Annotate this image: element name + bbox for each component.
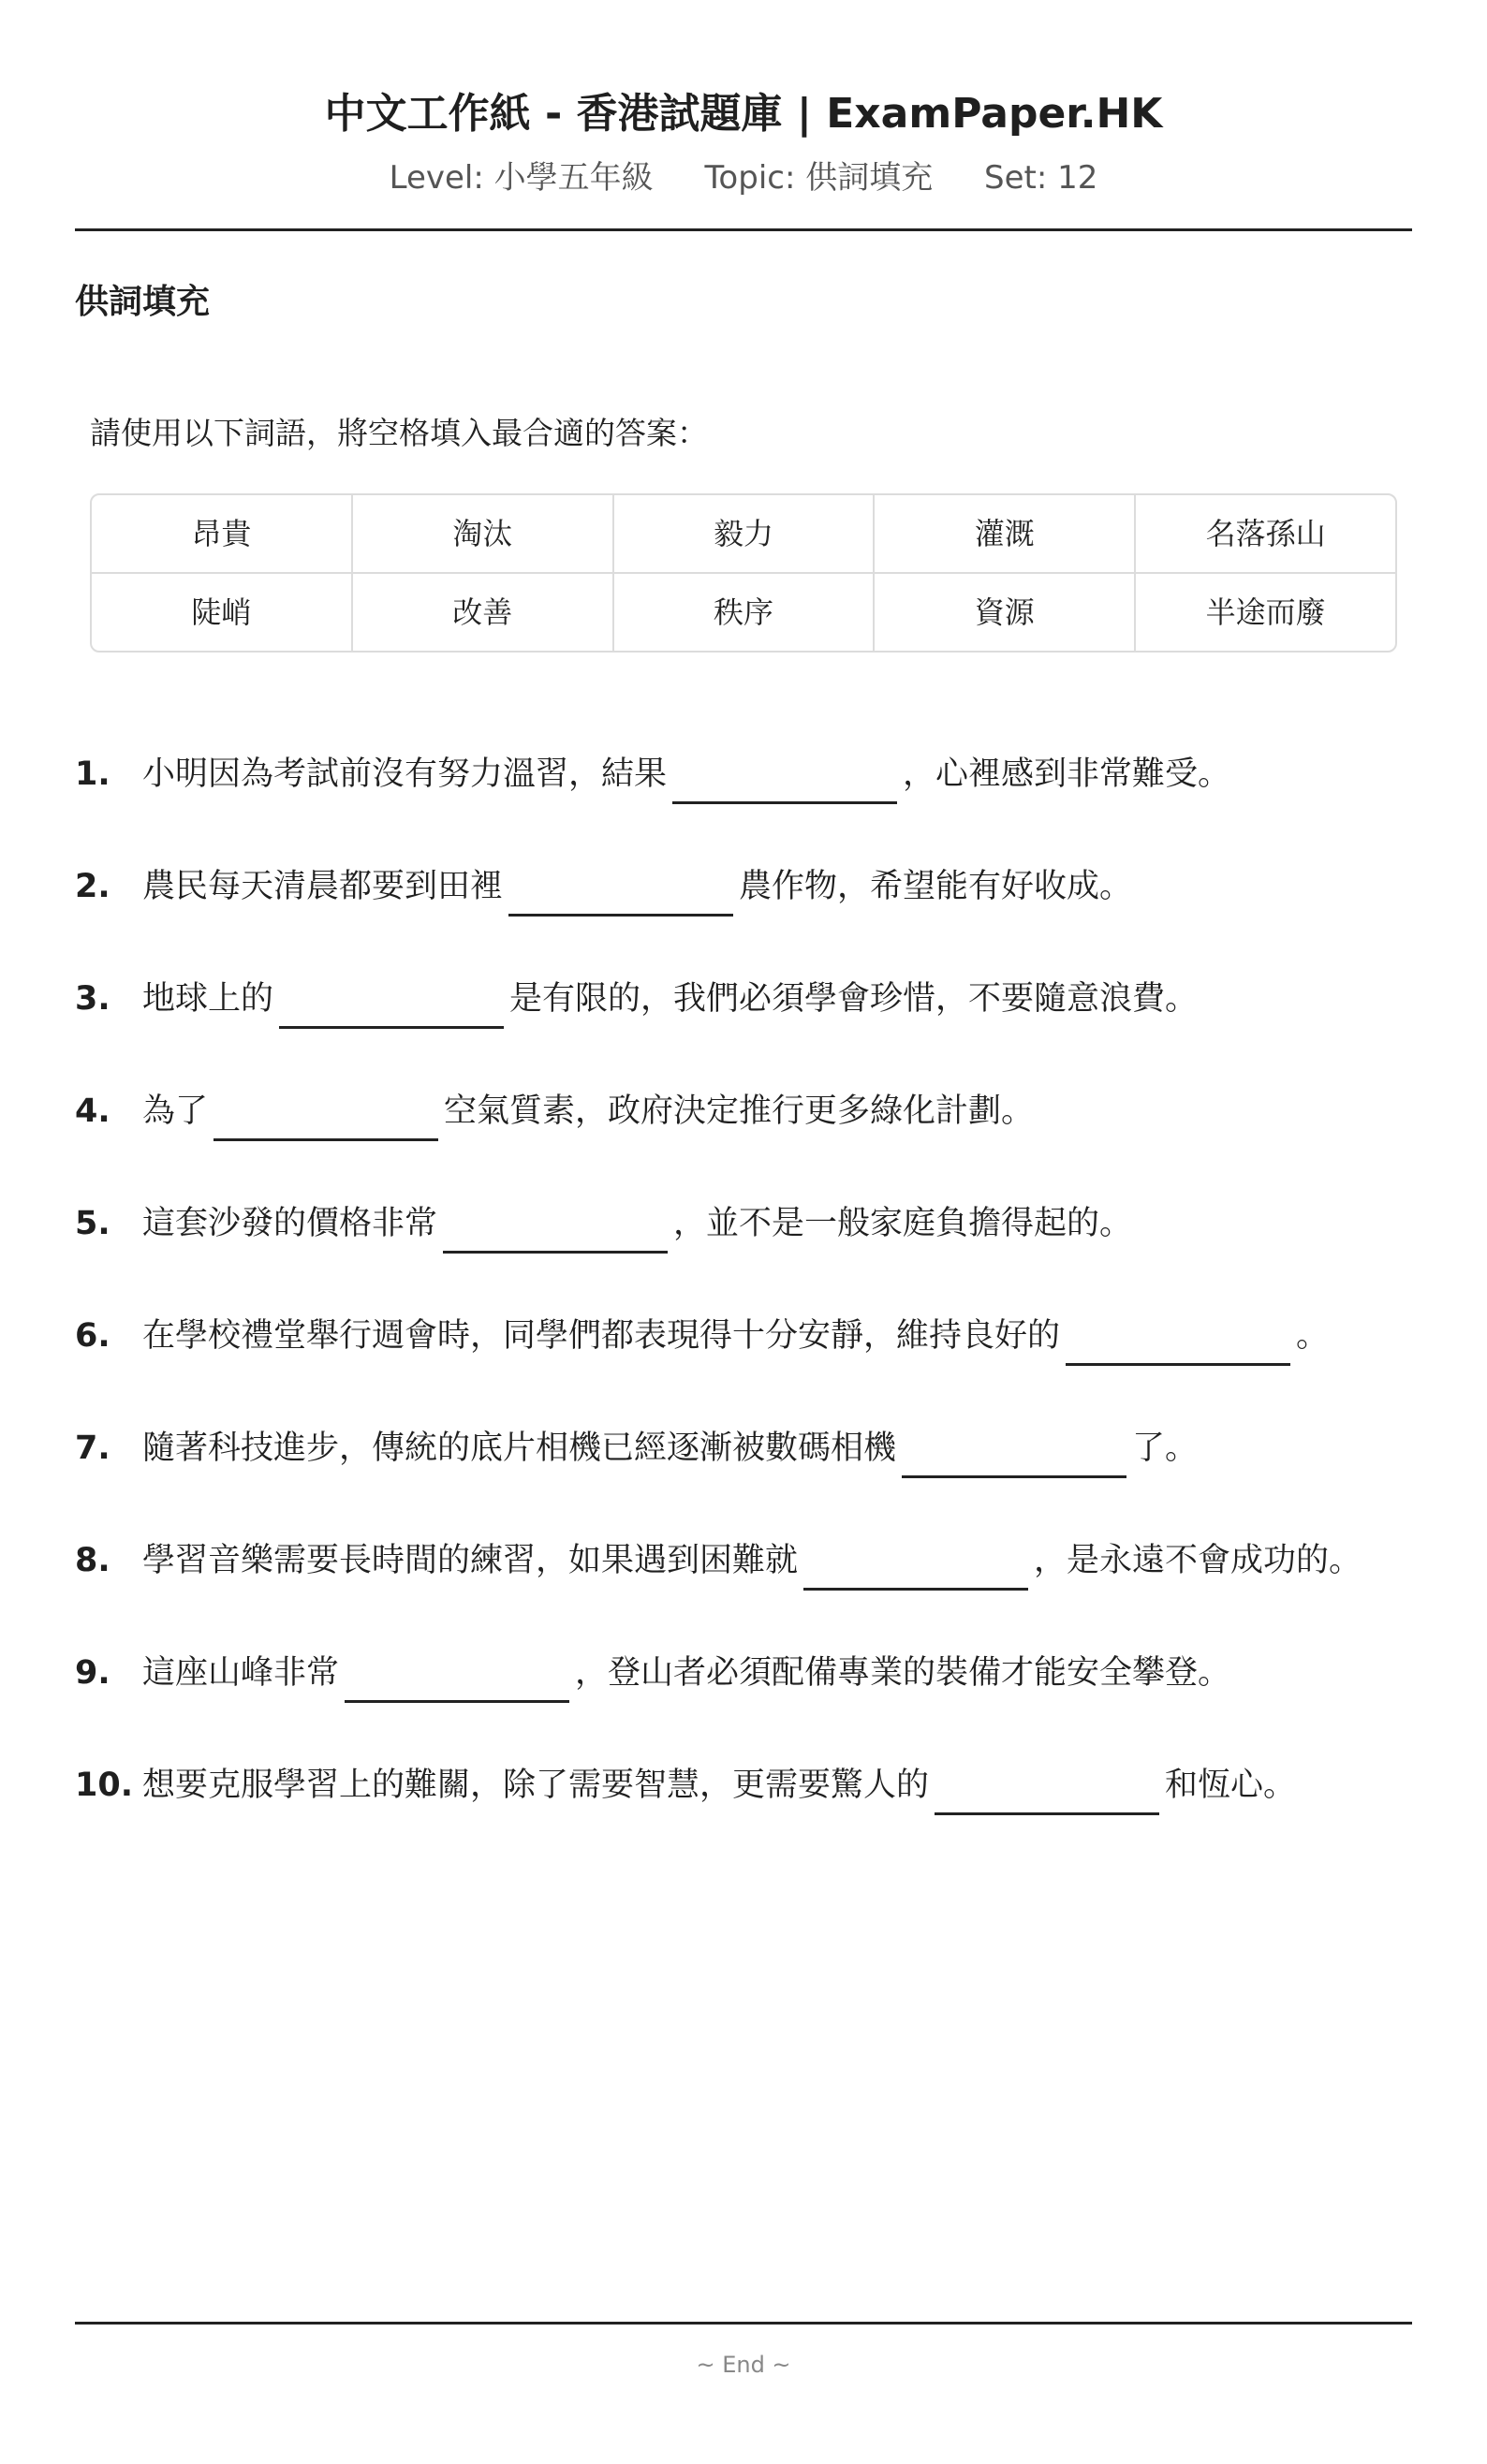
- footer-divider: [75, 2322, 1412, 2325]
- question-number: 4.: [75, 1093, 110, 1130]
- question-text-before: 為了: [142, 1093, 209, 1130]
- word-bank-cell: 名落孫山: [1134, 495, 1395, 572]
- question-number: 9.: [75, 1654, 110, 1692]
- question-number: 3.: [75, 980, 110, 1018]
- question-item: [75, 741, 1412, 797]
- question-text-after: 了。: [1132, 1430, 1199, 1467]
- question-number: 8.: [75, 1542, 110, 1579]
- question-number: 5.: [75, 1205, 110, 1242]
- word-bank-cell: 半途而廢: [1134, 574, 1395, 651]
- footer-end-text: ~ End ~: [696, 2352, 791, 2378]
- question-text-after: 農作物，希望能有好收成。: [739, 868, 1133, 905]
- word-bank-cell: 淘汰: [351, 495, 612, 572]
- question-text-after: ，心裡感到非常難受。: [903, 755, 1231, 793]
- answer-blank[interactable]: [508, 871, 733, 917]
- word-bank-cell: 秩序: [612, 574, 874, 651]
- question-text: [142, 975, 1198, 1021]
- question-text-before: 這套沙發的價格非常: [142, 1205, 438, 1242]
- question-text-after: 。: [1296, 1317, 1330, 1355]
- question-number: 2.: [75, 868, 110, 905]
- set-label: Set: 12: [984, 159, 1098, 197]
- question-text: [142, 1088, 1034, 1134]
- question-text-before: 農民每天清晨都要到田裡: [142, 868, 504, 905]
- question-text: [142, 863, 1132, 909]
- word-bank-table: [90, 493, 1397, 653]
- worksheet-header: [75, 0, 1412, 200]
- question-text: [142, 1313, 1329, 1358]
- question-text: [142, 1200, 1132, 1246]
- question-item: [75, 1752, 1412, 1808]
- question-number: 1.: [75, 755, 110, 793]
- question-item: [75, 1527, 1412, 1583]
- header-divider: [75, 228, 1412, 231]
- word-bank-cell: 改善: [351, 574, 612, 651]
- topic-label: Topic: 供詞填充: [704, 159, 934, 197]
- level-label: Level: 小學五年級: [389, 159, 654, 197]
- answer-blank[interactable]: [279, 983, 504, 1029]
- section-title: 供詞填充: [75, 283, 211, 321]
- word-bank-cell: 毅力: [612, 495, 874, 572]
- question-text-before: 在學校禮堂舉行週會時，同學們都表現得十分安靜，維持良好的: [142, 1317, 1061, 1355]
- question-item: [75, 1639, 1412, 1695]
- word-bank-cell: 昂貴: [191, 516, 252, 551]
- question-item: [75, 965, 1412, 1021]
- question-text-before: 想要克服學習上的難關，除了需要智慧，更需要驚人的: [142, 1767, 930, 1804]
- answer-blank[interactable]: [1066, 1320, 1290, 1366]
- question-item: [75, 853, 1412, 909]
- word-bank-cell: 資源: [873, 574, 1134, 651]
- word-bank-cell: 灌溉: [873, 495, 1134, 572]
- word-bank-cell: 陡峭: [191, 594, 252, 630]
- question-text-before: 小明因為考試前沒有努力溫習，結果: [142, 755, 668, 793]
- question-text-before: 這座山峰非常: [142, 1654, 340, 1692]
- question-number: 10.: [75, 1767, 134, 1804]
- answer-blank[interactable]: [443, 1208, 668, 1254]
- instruction-text: 請使用以下詞語，將空格填入最合適的答案：: [90, 415, 708, 451]
- answer-blank[interactable]: [345, 1657, 569, 1703]
- question-text-after: 是有限的，我們必須學會珍惜，不要隨意浪費。: [509, 980, 1199, 1018]
- page-title: 中文工作紙 - 香港試題庫 | ExamPaper.HK: [324, 90, 1163, 138]
- question-item: [75, 1415, 1412, 1471]
- question-text-before: 學習音樂需要長時間的練習，如果遇到困難就: [142, 1542, 799, 1579]
- question-text: [142, 1537, 1362, 1583]
- answer-blank[interactable]: [672, 758, 897, 804]
- question-text-after: ，並不是一般家庭負擔得起的。: [673, 1205, 1133, 1242]
- question-text: [142, 751, 1230, 797]
- question-number: 7.: [75, 1430, 110, 1467]
- question-item: [75, 1302, 1412, 1358]
- question-text: [142, 1650, 1230, 1695]
- question-text-after: ，登山者必須配備專業的裝備才能安全攀登。: [575, 1654, 1231, 1692]
- question-list: [75, 741, 1412, 1808]
- word-bank-row: [92, 495, 1395, 572]
- question-item: [75, 1078, 1412, 1134]
- question-text: [142, 1425, 1198, 1471]
- question-text-after: 空氣質素，政府決定推行更多綠化計劃。: [444, 1093, 1035, 1130]
- answer-blank[interactable]: [803, 1545, 1028, 1591]
- answer-blank[interactable]: [935, 1769, 1159, 1815]
- answer-blank[interactable]: [213, 1095, 438, 1141]
- answer-blank[interactable]: [902, 1432, 1126, 1478]
- question-item: [75, 1190, 1412, 1246]
- question-text-before: 地球上的: [142, 980, 274, 1018]
- question-number: 6.: [75, 1317, 110, 1355]
- question-text-before: 隨著科技進步，傳統的底片相機已經逐漸被數碼相機: [142, 1430, 897, 1467]
- question-text-after: 和恆心。: [1165, 1767, 1297, 1804]
- word-bank-row: [92, 572, 1395, 651]
- question-text: [142, 1762, 1296, 1808]
- worksheet-meta: [75, 155, 1412, 200]
- question-text-after: ，是永遠不會成功的。: [1034, 1542, 1362, 1579]
